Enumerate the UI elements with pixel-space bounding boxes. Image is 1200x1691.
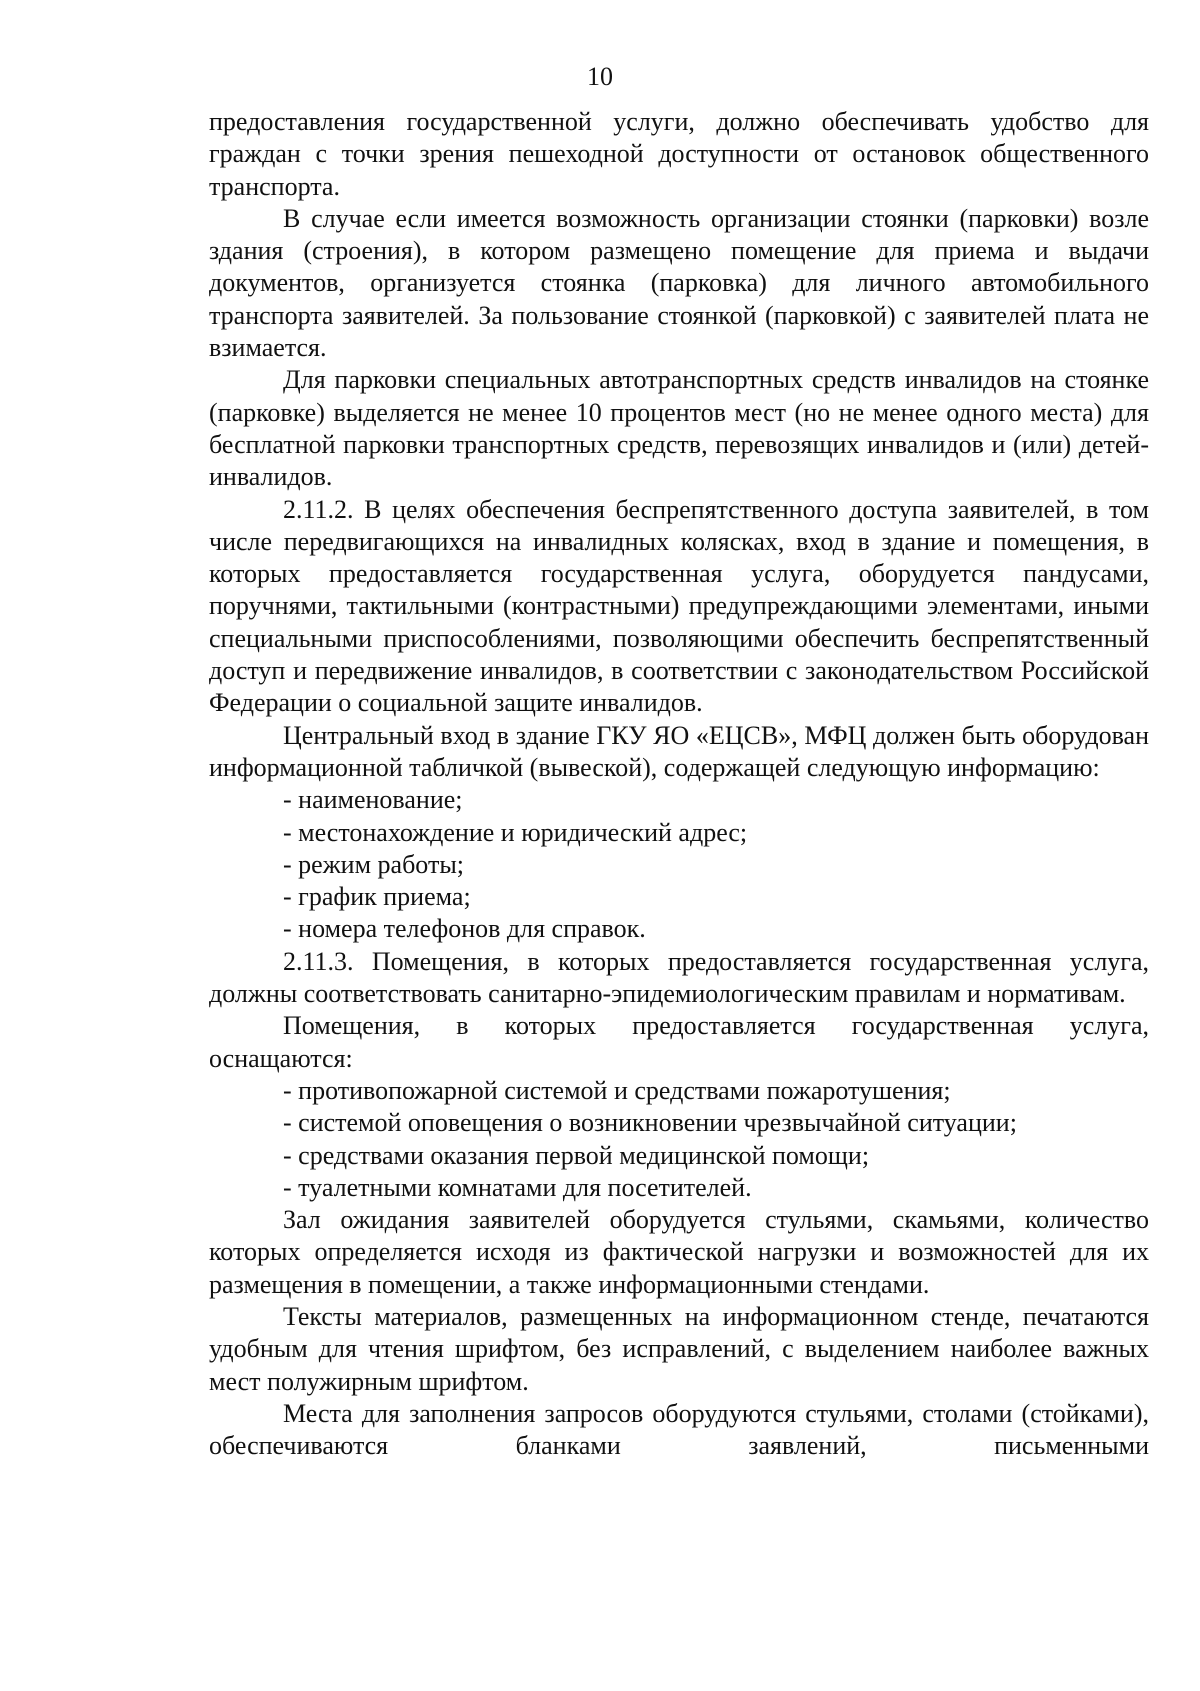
paragraph: 2.11.2. В целях обеспечения беспрепятственного доступа заявителей, в том числе передвигающихся на инвалидных колясках, вход в здание и помещения, в которых предоставляется государственная услуга, оборудуется пандусами, поручнями, тактильными (контрастными) предупреждающими элементами, иными специальными приспособлениями, позволяющими обеспечить беспрепятственный доступ и передвижение инвалидов, в соответствии с законодательством Российской Федерации о социальной защите инвалидов.: [209, 494, 1149, 718]
list-item: - режим работы;: [283, 849, 465, 879]
paragraph: Тексты материалов, размещенных на информационном стенде, печатаются удобным для чтения шрифтом, без исправлений, с выделением наиболее важных мест полужирным шрифтом.: [209, 1301, 1149, 1396]
list-item: - местонахождение и юридический адрес;: [283, 817, 748, 847]
paragraph: предоставления государственной услуги, должно обеспечивать удобство для граждан с точки зрения пешеходной доступности от остановок общественного транспорта.: [209, 107, 1149, 201]
list-item: - системой оповещения о возникновении чрезвычайной ситуации;: [283, 1108, 1017, 1138]
paragraph: Помещения, в которых предоставляется государственная услуга, оснащаются:: [209, 1011, 1149, 1073]
paragraph: Для парковки специальных автотранспортных средств инвалидов на стоянке (парковке) выделяется не менее 10 процентов мест (но не менее одного места) для бесплатной парковки транспортных средств, перевозящих инвалидов и (или) детей-инвалидов.: [209, 365, 1149, 492]
paragraph: В случае если имеется возможность организации стоянки (парковки) возле здания (строения), в котором размещено помещение для приема и выдачи документов, организуется стоянка (парковка) для личного автомобильного транспорта заявителей. За пользование стоянкой (парковкой) с заявителей плата не взимается.: [209, 203, 1149, 363]
paragraph: Зал ожидания заявителей оборудуется стульями, скамьями, количество которых определяется исходя из фактической нагрузки и возможностей для их размещения в помещении, а также информационными стендами.: [209, 1205, 1149, 1299]
paragraph: Места для заполнения запросов оборудуются стульями, столами (стойками), обеспечиваются бланками заявлений, письменными: [209, 1398, 1149, 1461]
list-item: - номера телефонов для справок.: [283, 914, 646, 944]
page-number: 10: [587, 62, 613, 91]
equipment-list: [209, 1075, 1149, 1204]
list-item: - противопожарной системой и средствами пожаротушения;: [283, 1075, 951, 1105]
list-item: - наименование;: [283, 785, 463, 815]
list-item: - график приема;: [283, 882, 471, 912]
paragraph: Центральный вход в здание ГКУ ЯО «ЕЦСВ», МФЦ должен быть оборудован информационной табличкой (вывеской), содержащей следующую информацию:: [209, 720, 1149, 782]
list-item: - туалетными комнатами для посетителей.: [283, 1172, 752, 1202]
paragraph: 2.11.3. Помещения, в которых предоставляется государственная услуга, должны соответствовать санитарно-эпидемиологическим правилам и нормативам.: [209, 946, 1149, 1009]
document-body: [209, 106, 1149, 1462]
list-item: - средствами оказания первой медицинской помощи;: [283, 1140, 870, 1170]
signboard-info-list: [209, 784, 1149, 945]
